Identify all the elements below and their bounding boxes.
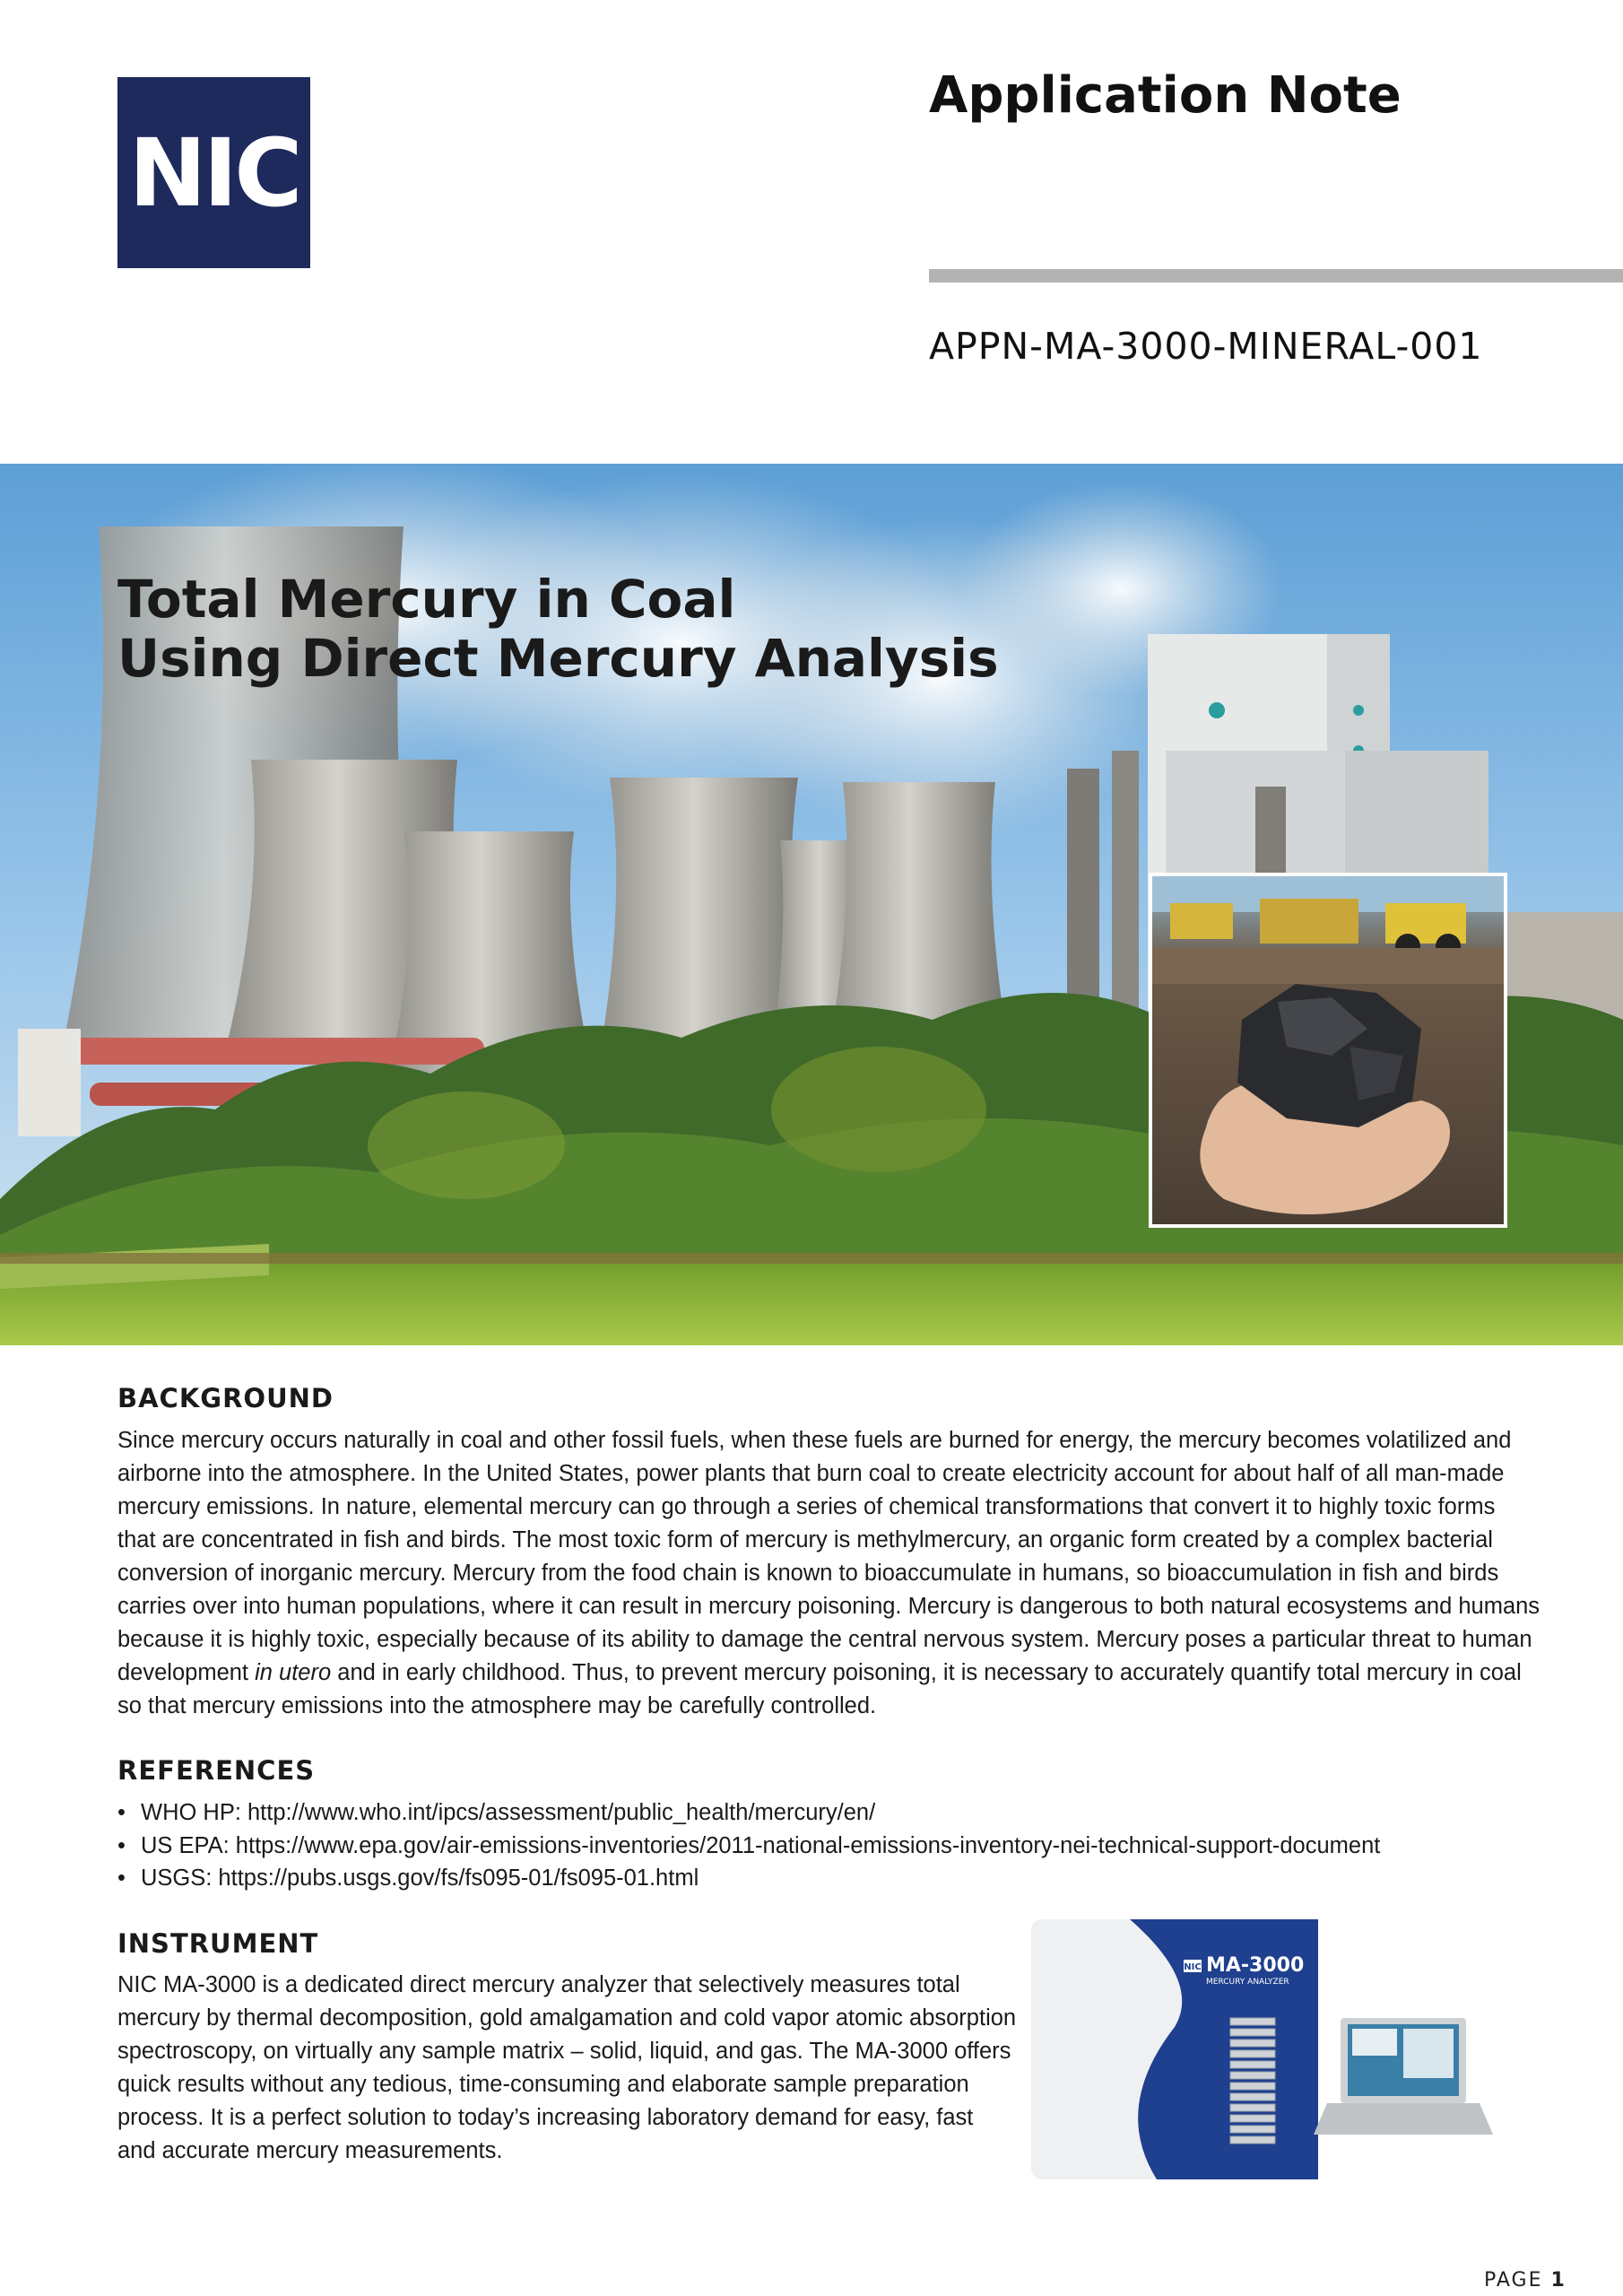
page-label: PAGE <box>1484 2269 1543 2292</box>
device-sublabel: MERCURY ANALYZER <box>1206 1978 1289 1987</box>
background-line: mercury emissions. In nature, elemental mercury can go through a series of chemical transformations that convert it to highly toxic forms <box>117 1494 1496 1519</box>
background-paragraph <box>117 1424 1540 1723</box>
analyzer-illustration <box>1022 1910 1506 2179</box>
reference-item <box>117 1830 1380 1863</box>
hero-title-line-2: Using Direct Mercury Analysis <box>117 628 999 689</box>
background-heading: BACKGROUND <box>117 1383 334 1413</box>
ma-3000-instrument-photo <box>1022 1910 1506 2179</box>
background-line: Since mercury occurs naturally in coal and other fossil fuels, when these fuels are burned for energy, the mercury becomes volatilized and <box>117 1428 1512 1453</box>
background-line: airborne into the atmosphere. In the United States, power plants that burn coal to create electricity account for about half of all man-made <box>117 1461 1505 1486</box>
reference-link[interactable]: USGS: https://pubs.usgs.gov/fs/fs095-01/fs095-01.html <box>141 1866 699 1891</box>
hero-title-line-1: Total Mercury in Coal <box>117 569 736 630</box>
background-line: conversion of inorganic mercury. Mercury from the food chain is known to bioaccumulate in humans, so bioaccumulation in fish and birds <box>117 1561 1499 1586</box>
background-line: because it is highly toxic, especially because of its ability to damage the central nervous system. Mercury poses a particular threat to human <box>117 1627 1532 1652</box>
device-logo: NIC <box>1184 1962 1202 1972</box>
page-footer <box>1484 2269 1567 2292</box>
header-divider <box>929 269 1623 283</box>
background-line <box>117 1657 1540 1690</box>
reference-link[interactable]: US EPA: https://www.epa.gov/air-emissions-inventories/2011-national-emissions-inventory-nei-technical-support-document <box>141 1832 1381 1858</box>
background-line-part: development <box>117 1660 256 1685</box>
instrument-line: process. It is a perfect solution to today’s increasing laboratory demand for easy, fast <box>117 2105 974 2130</box>
document-type-title: Application Note <box>929 66 1402 125</box>
bullet-icon: • <box>117 1800 126 1825</box>
background-line: so that mercury emissions into the atmosphere may be carefully controlled. <box>117 1693 877 1718</box>
logo-text: NIC <box>128 117 299 228</box>
instrument-line: and accurate mercury measurements. <box>117 2138 503 2163</box>
instrument-line: mercury by thermal decomposition, gold amalgamation and cold vapor atomic absorption <box>117 2005 1017 2031</box>
document-id: APPN-MA-3000-MINERAL-001 <box>929 325 1483 368</box>
background-line-part: and in early childhood. Thus, to prevent mercury poisoning, it is necessary to accurately quantify total mercury in coal <box>331 1660 1522 1685</box>
reference-item <box>117 1862 1380 1895</box>
device-model-label: MA-3000 <box>1206 1954 1305 1977</box>
instrument-line: quick results without any tedious, time-consuming and elaborate sample preparation <box>117 2072 969 2097</box>
reference-link[interactable]: WHO HP: http://www.who.int/ipcs/assessment/public_health/mercury/en/ <box>141 1800 876 1825</box>
instrument-line: spectroscopy, on virtually any sample matrix – solid, liquid, and gas. The MA-3000 offers <box>117 2039 1011 2064</box>
references-list <box>117 1796 1380 1895</box>
nic-logo <box>117 77 310 268</box>
background-line: carries over into human populations, where it can result in mercury poisoning. Mercury is dangerous to both natural ecosystems and humans <box>117 1594 1541 1619</box>
in-utero-italic: in utero <box>255 1660 332 1685</box>
reference-item <box>117 1796 1380 1830</box>
instrument-heading: INSTRUMENT <box>117 1928 319 1959</box>
page-number: 1 <box>1550 2269 1567 2292</box>
instrument-paragraph <box>117 1969 1016 2168</box>
coal-in-hand-illustration <box>1152 876 1504 1224</box>
hero-image <box>0 464 1623 1345</box>
bullet-icon: • <box>117 1832 126 1858</box>
background-line: that are concentrated in fish and birds. The most toxic form of mercury is methylmercury, an organic form created by a complex bacterial <box>117 1527 1493 1552</box>
instrument-line: NIC MA-3000 is a dedicated direct mercury analyzer that selectively measures total <box>117 1972 960 1997</box>
coal-inset-photo <box>1149 873 1507 1228</box>
references-heading: REFERENCES <box>117 1755 316 1786</box>
bullet-icon: • <box>117 1866 126 1891</box>
hero-title <box>117 570 999 688</box>
